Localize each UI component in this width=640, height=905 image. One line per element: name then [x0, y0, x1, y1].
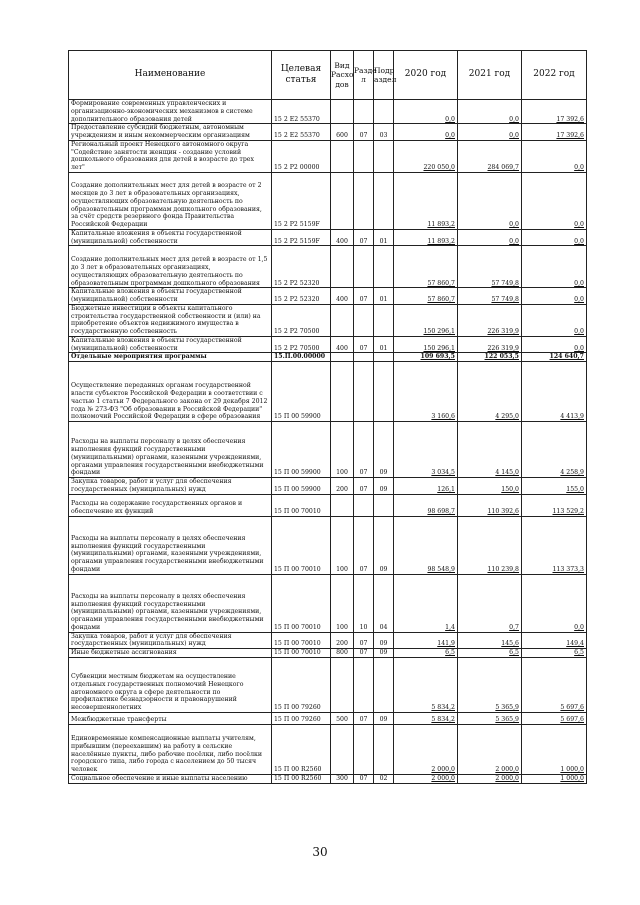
cell-2020: 11 893,2 — [394, 229, 458, 246]
table-row — [69, 140, 587, 172]
cell-section: 07 — [354, 649, 374, 658]
cell-2020: 2 000,0 — [394, 724, 458, 774]
cell-subsection — [374, 494, 394, 516]
cell-2021: 2 000,0 — [458, 774, 522, 783]
cell-2020: 0,0 — [394, 100, 458, 124]
cell-section — [354, 724, 374, 774]
cell-name: Единовременные компенсационные выплаты учителям, прибывшим (переехавшим) на работу в сельские населённые пункты, либо рабочие посёлки, либо посёлки городского типа, либо города с населением до 50 тысяч человек — [69, 724, 272, 774]
cell-section — [354, 140, 374, 172]
table-row — [69, 100, 587, 124]
cell-expense-type: 300 — [331, 774, 354, 783]
cell-section: 07 — [354, 774, 374, 783]
cell-2021: 284 069,7 — [458, 140, 522, 172]
cell-2021: 150,0 — [458, 478, 522, 495]
cell-2022: 17 392,6 — [522, 100, 587, 124]
cell-2021: 110 239,8 — [458, 516, 522, 574]
cell-2021: 0,0 — [458, 229, 522, 246]
table-row — [69, 304, 587, 336]
table-row — [69, 422, 587, 478]
table-row — [69, 774, 587, 783]
cell-2021: 57 749,8 — [458, 288, 522, 305]
cell-target-article: 15 2 P2 5159F — [272, 229, 331, 246]
table-row — [69, 124, 587, 141]
cell-target-article: 15 2 P2 52320 — [272, 246, 331, 288]
cell-expense-type: 500 — [331, 712, 354, 724]
cell-subsection: 09 — [374, 632, 394, 649]
cell-subsection: 09 — [374, 649, 394, 658]
cell-subsection: 03 — [374, 124, 394, 141]
cell-2022: 124 640,7 — [522, 353, 587, 362]
cell-2021: 110 392,6 — [458, 494, 522, 516]
cell-expense-type: 400 — [331, 229, 354, 246]
cell-target-article: 15 П 00 70010 — [272, 632, 331, 649]
cell-expense-type — [331, 140, 354, 172]
cell-2022: 113 373,3 — [522, 516, 587, 574]
cell-name: Закупка товаров, работ и услуг для обеспечения государственных (муниципальных) нужд — [69, 632, 272, 649]
cell-2022: 149,4 — [522, 632, 587, 649]
header-expense-type: Вид Расхо дов — [331, 51, 354, 100]
cell-section — [354, 353, 374, 362]
table-row — [69, 516, 587, 574]
cell-subsection — [374, 362, 394, 422]
cell-2022: 6,5 — [522, 649, 587, 658]
header-year-2022: 2022 год — [522, 51, 587, 100]
cell-name: Капитальные вложения в объекты государственной (муниципальной) собственности — [69, 288, 272, 305]
cell-expense-type — [331, 246, 354, 288]
cell-name: Бюджетные инвестиции в объекты капитального строительства государственной собственности и (или) на приобретение объектов недвижимого имущества в государственную собственность — [69, 304, 272, 336]
table-row — [69, 574, 587, 632]
cell-2020: 109 693,5 — [394, 353, 458, 362]
cell-target-article: 15 П 00 70010 — [272, 516, 331, 574]
table-row — [69, 336, 587, 353]
cell-2022: 1 000,0 — [522, 774, 587, 783]
cell-expense-type: 100 — [331, 516, 354, 574]
cell-subsection — [374, 100, 394, 124]
cell-section — [354, 304, 374, 336]
table-row — [69, 632, 587, 649]
table-row — [69, 724, 587, 774]
cell-2020: 57 860,7 — [394, 246, 458, 288]
cell-expense-type: 600 — [331, 124, 354, 141]
cell-2020: 150 296,1 — [394, 304, 458, 336]
cell-2021: 2 000,0 — [458, 724, 522, 774]
cell-2022: 0,0 — [522, 140, 587, 172]
cell-2020: 5 834,2 — [394, 712, 458, 724]
cell-2021: 145,6 — [458, 632, 522, 649]
cell-2020: 2 000,0 — [394, 774, 458, 783]
cell-2021: 5 365,9 — [458, 712, 522, 724]
cell-name: Расходы на содержание государственных органов и обеспечение их функций — [69, 494, 272, 516]
cell-section — [354, 172, 374, 229]
table-row — [69, 288, 587, 305]
cell-expense-type — [331, 494, 354, 516]
cell-target-article: 15 2 P2 52320 — [272, 288, 331, 305]
cell-name: Предоставление субсидий бюджетным, автономным учреждениям и иным некоммерческим организациям — [69, 124, 272, 141]
cell-2022: 17 392,6 — [522, 124, 587, 141]
cell-expense-type: 200 — [331, 632, 354, 649]
cell-name: Межбюджетные трансферты — [69, 712, 272, 724]
cell-2022: 0,0 — [522, 288, 587, 305]
cell-section: 07 — [354, 516, 374, 574]
cell-section — [354, 100, 374, 124]
table-row — [69, 229, 587, 246]
cell-2022: 0,0 — [522, 574, 587, 632]
cell-name: Субвенции местным бюджетам на осуществление отдельных государственных полномочий Ненецкого автономного округа в сфере деятельности по профилактике безнадзорности и правонарушений несовершеннолетних — [69, 657, 272, 712]
cell-subsection: 01 — [374, 288, 394, 305]
cell-subsection: 09 — [374, 516, 394, 574]
cell-2022: 5 697,6 — [522, 712, 587, 724]
cell-subsection — [374, 353, 394, 362]
cell-2022: 155,0 — [522, 478, 587, 495]
cell-name: Капитальные вложения в объекты государственной (муниципальной) собственности — [69, 229, 272, 246]
cell-section — [354, 657, 374, 712]
cell-target-article: 15 П 00 70010 — [272, 494, 331, 516]
cell-subsection — [374, 246, 394, 288]
table-row — [69, 353, 587, 362]
cell-subsection: 09 — [374, 422, 394, 478]
cell-2021: 57 749,8 — [458, 246, 522, 288]
cell-2022: 1 000,0 — [522, 724, 587, 774]
cell-target-article: 15 П 00 59900 — [272, 362, 331, 422]
cell-2021: 5 365,9 — [458, 657, 522, 712]
cell-2020: 57 860,7 — [394, 288, 458, 305]
cell-target-article: 15 П 00 59900 — [272, 422, 331, 478]
cell-2021: 122 053,5 — [458, 353, 522, 362]
cell-2022: 4 413,9 — [522, 362, 587, 422]
cell-target-article: 15 П 00 79260 — [272, 657, 331, 712]
cell-expense-type — [331, 724, 354, 774]
page-number: 30 — [312, 845, 328, 859]
table-body — [69, 100, 587, 784]
cell-2020: 126,1 — [394, 478, 458, 495]
cell-target-article: 15 П 00 59900 — [272, 478, 331, 495]
table-row — [69, 649, 587, 658]
cell-2022: 0,0 — [522, 229, 587, 246]
cell-section: 07 — [354, 229, 374, 246]
cell-2021: 0,0 — [458, 124, 522, 141]
cell-subsection: 01 — [374, 336, 394, 353]
table-row — [69, 478, 587, 495]
cell-target-article: 15 2 P2 70500 — [272, 304, 331, 336]
cell-section: 07 — [354, 632, 374, 649]
table-row — [69, 362, 587, 422]
cell-2020: 3 034,5 — [394, 422, 458, 478]
cell-subsection — [374, 657, 394, 712]
table-header — [69, 51, 587, 100]
cell-section — [354, 362, 374, 422]
table-row — [69, 172, 587, 229]
cell-name: Региональный проект Ненецкого автономного округа "Содействие занятости женщин - создание условий дошкольного образования для детей в возрасте до трех лет" — [69, 140, 272, 172]
budget-table — [68, 50, 587, 784]
cell-expense-type: 200 — [331, 478, 354, 495]
cell-subsection: 09 — [374, 712, 394, 724]
cell-2021: 4 295,0 — [458, 362, 522, 422]
document-page — [68, 50, 586, 784]
cell-2021: 226 319,9 — [458, 304, 522, 336]
cell-2022: 0,0 — [522, 172, 587, 229]
cell-target-article: 15 П 00 79260 — [272, 712, 331, 724]
cell-section — [354, 246, 374, 288]
cell-2021: 6,5 — [458, 649, 522, 658]
cell-name: Расходы на выплаты персоналу в целях обеспечения выполнения функций государственными (муниципальными) органами, казенными учреждениями, органами управления государственными внебюджетными фондами — [69, 516, 272, 574]
cell-2020: 141,9 — [394, 632, 458, 649]
cell-name: Капитальные вложения в объекты государственной (муниципальной) собственности — [69, 336, 272, 353]
cell-2020: 0,0 — [394, 124, 458, 141]
cell-name: Осуществление переданных органам государственной власти субъектов Российской Федерации в соответствии с частью 1 статьи 7 Федерального закона от 29 декабря 2012 года № 273-ФЗ "Об образовании в Российской Федерации" полномочий Российской Федерации в сфере образования — [69, 362, 272, 422]
cell-2021: 0,0 — [458, 100, 522, 124]
cell-2022: 0,0 — [522, 304, 587, 336]
cell-section: 10 — [354, 574, 374, 632]
cell-2021: 0,7 — [458, 574, 522, 632]
cell-target-article: 15 П 00 R2560 — [272, 774, 331, 783]
cell-expense-type: 400 — [331, 336, 354, 353]
cell-2020: 6,5 — [394, 649, 458, 658]
cell-2021: 0,0 — [458, 172, 522, 229]
cell-name: Создание дополнительных мест для детей в возрасте от 1,5 до 3 лет в образовательных организациях, осуществляющих образовательную деятельность по образовательным программам дошкольного образования — [69, 246, 272, 288]
cell-2020: 1,4 — [394, 574, 458, 632]
cell-2022: 0,0 — [522, 246, 587, 288]
cell-name: Расходы на выплаты персоналу в целях обеспечения выполнения функций государственными (муниципальными) органами, казенными учреждениями, органами управления государственными внебюджетными фондами — [69, 422, 272, 478]
cell-2020: 3 160,6 — [394, 362, 458, 422]
cell-section — [354, 494, 374, 516]
cell-target-article: 15 2 P2 70500 — [272, 336, 331, 353]
cell-section: 07 — [354, 336, 374, 353]
cell-2022: 0,0 — [522, 336, 587, 353]
table-row — [69, 657, 587, 712]
cell-2021: 226 319,9 — [458, 336, 522, 353]
cell-2021: 4 145,0 — [458, 422, 522, 478]
cell-expense-type: 100 — [331, 574, 354, 632]
header-year-2020: 2020 год — [394, 51, 458, 100]
cell-2022: 113 529,2 — [522, 494, 587, 516]
cell-name: Создание дополнительных мест для детей в возрасте от 2 месяцев до 3 лет в образовательных организациях, осуществляющих образовательную деятельность по образовательным программам дошкольного образования, за счёт средств резервного фонда Правительства Российской Федерации — [69, 172, 272, 229]
header-section: Разде л — [354, 51, 374, 100]
cell-expense-type: 100 — [331, 422, 354, 478]
cell-target-article: 15 2 P2 5159F — [272, 172, 331, 229]
cell-name: Отдельные мероприятия программы — [69, 353, 272, 362]
cell-expense-type — [331, 172, 354, 229]
cell-expense-type — [331, 353, 354, 362]
cell-subsection: 04 — [374, 574, 394, 632]
cell-2022: 5 697,6 — [522, 657, 587, 712]
cell-name: Формирование современных управленческих и организационно-экономических механизмов в системе дополнительного образования детей — [69, 100, 272, 124]
cell-expense-type — [331, 100, 354, 124]
table-row — [69, 494, 587, 516]
cell-target-article: 15 2 E2 55370 — [272, 100, 331, 124]
header-subsection: Подр аздел — [374, 51, 394, 100]
cell-target-article: 15 2 P2 00000 — [272, 140, 331, 172]
cell-name: Закупка товаров, работ и услуг для обеспечения государственных (муниципальных) нужд — [69, 478, 272, 495]
cell-name: Расходы на выплаты персоналу в целях обеспечения выполнения функций государственными (муниципальными) органами, казенными учреждениями, органами управления государственными внебюджетными фондами — [69, 574, 272, 632]
cell-expense-type: 400 — [331, 288, 354, 305]
cell-target-article: 15.П.00.00000 — [272, 353, 331, 362]
cell-2020: 220 050,0 — [394, 140, 458, 172]
cell-subsection: 01 — [374, 229, 394, 246]
header-target-article: Целевая статья — [272, 51, 331, 100]
cell-target-article: 15 2 E2 55370 — [272, 124, 331, 141]
cell-2020: 98 698,7 — [394, 494, 458, 516]
table-row — [69, 246, 587, 288]
cell-expense-type — [331, 657, 354, 712]
cell-2020: 11 893,2 — [394, 172, 458, 229]
cell-2020: 5 834,2 — [394, 657, 458, 712]
header-name: Наименование — [69, 51, 272, 100]
cell-target-article: 15 П 00 R2560 — [272, 724, 331, 774]
cell-subsection: 02 — [374, 774, 394, 783]
cell-expense-type — [331, 304, 354, 336]
cell-subsection — [374, 304, 394, 336]
cell-expense-type — [331, 362, 354, 422]
cell-subsection — [374, 140, 394, 172]
cell-name: Иные бюджетные ассигнования — [69, 649, 272, 658]
header-year-2021: 2021 год — [458, 51, 522, 100]
cell-target-article: 15 П 00 70010 — [272, 649, 331, 658]
cell-subsection — [374, 724, 394, 774]
cell-section: 07 — [354, 712, 374, 724]
cell-subsection: 09 — [374, 478, 394, 495]
cell-section: 07 — [354, 288, 374, 305]
cell-2020: 98 548,9 — [394, 516, 458, 574]
cell-section: 07 — [354, 478, 374, 495]
cell-name: Социальное обеспечение и иные выплаты населению — [69, 774, 272, 783]
cell-expense-type: 800 — [331, 649, 354, 658]
cell-2020: 150 296,1 — [394, 336, 458, 353]
cell-section: 07 — [354, 124, 374, 141]
cell-target-article: 15 П 00 70010 — [272, 574, 331, 632]
cell-2022: 4 258,9 — [522, 422, 587, 478]
table-row — [69, 712, 587, 724]
cell-subsection — [374, 172, 394, 229]
cell-section: 07 — [354, 422, 374, 478]
